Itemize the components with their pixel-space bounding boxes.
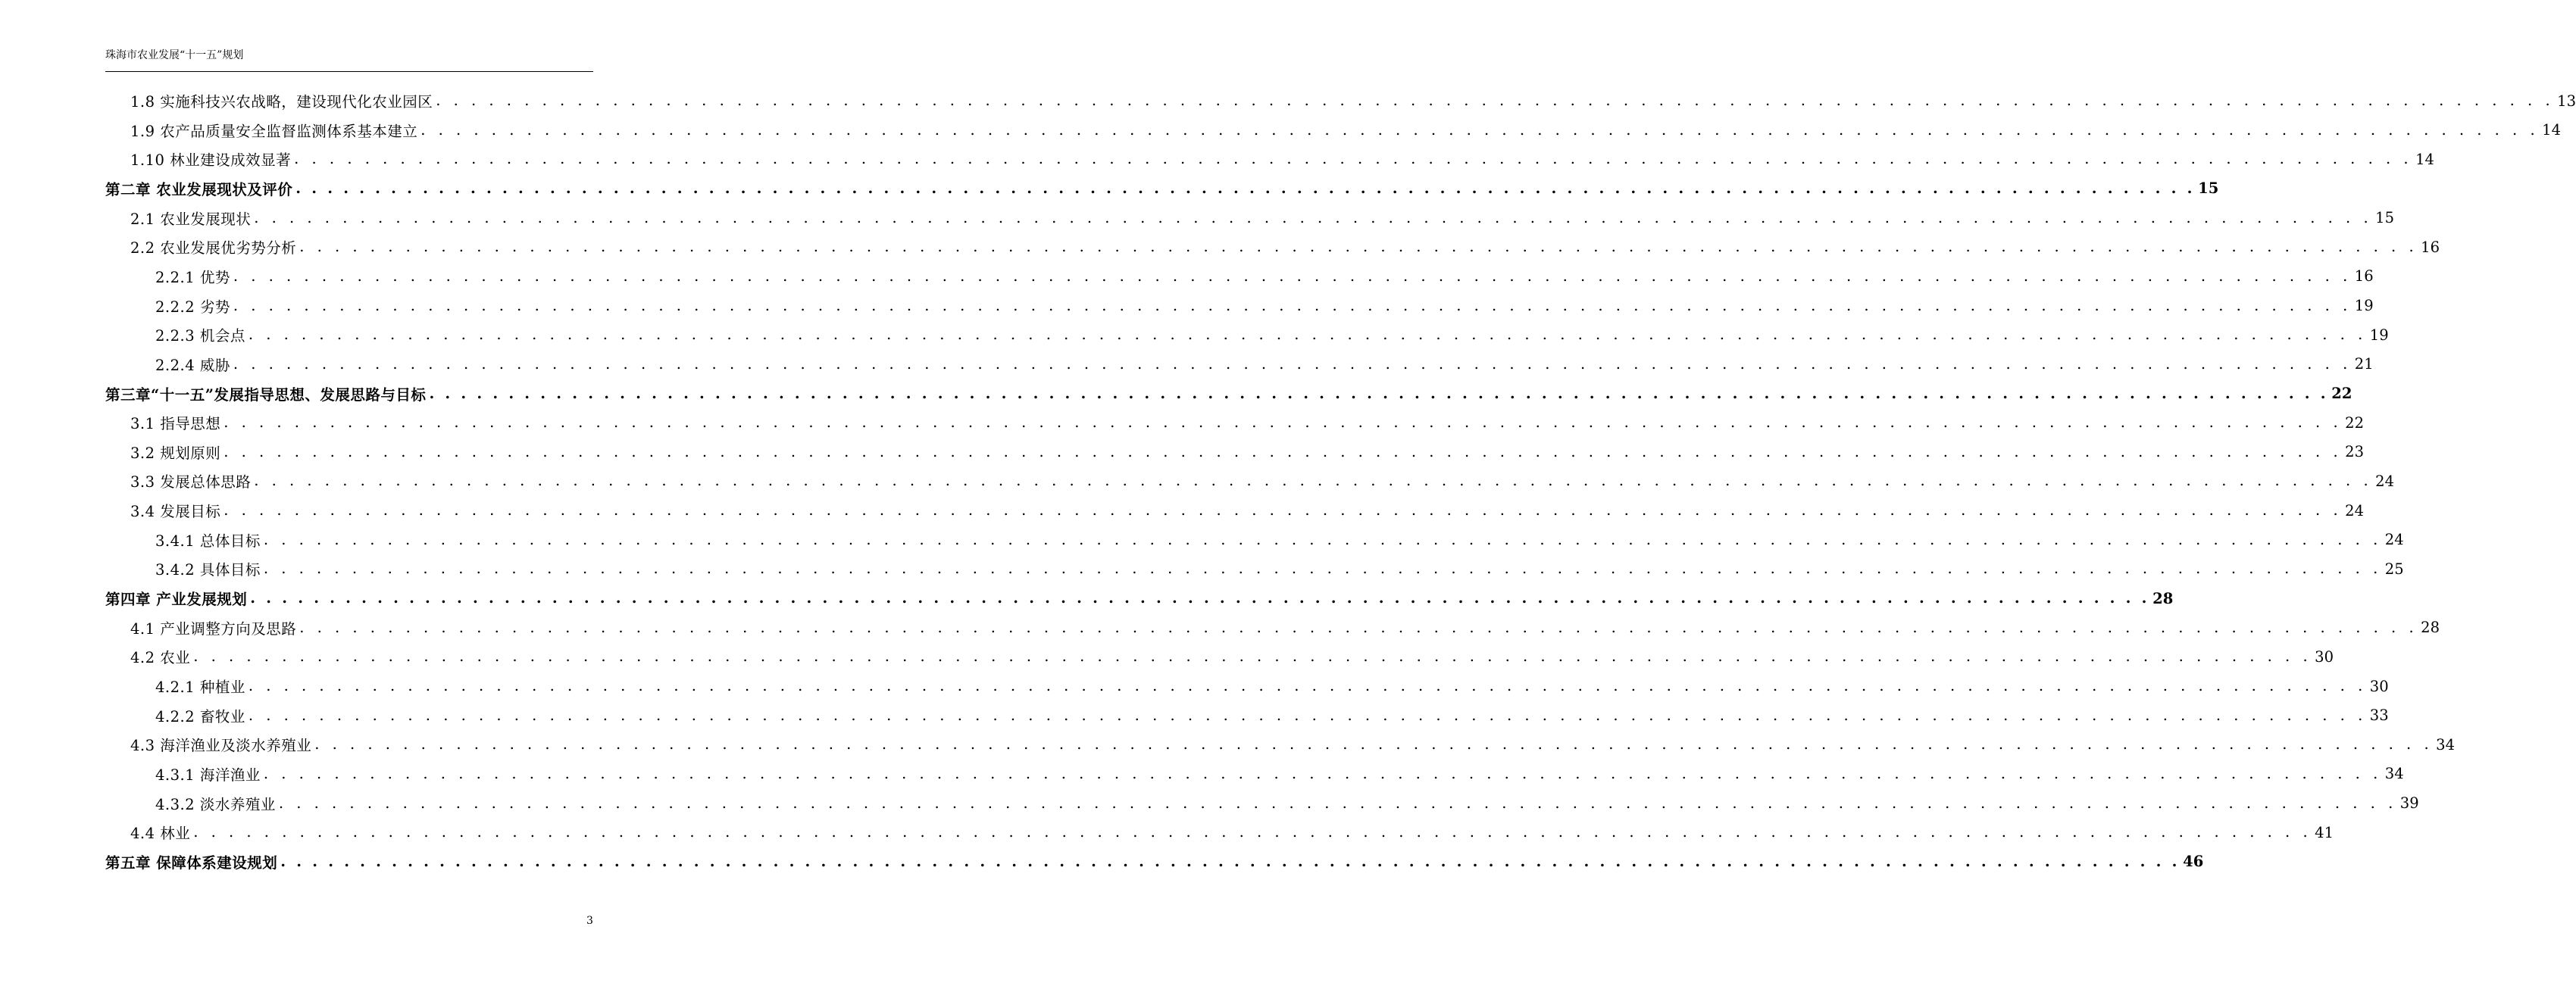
toc-leader-dots: . . . . . . . . . . . . . . . . . . . . . . . . . . . . . . . . . . . . . . . . . . . . . . . . . . . . . . . . . . . . . . . . . . . . . . . . . . . . . . . . . . . . . . . . . . . . . . . . . . . . . . . . . . . . . . . . . . . . . . . . bbox=[224, 442, 2343, 460]
toc-entry-label: 第三章“十一五”发展指导思想、发展思路与目标 bbox=[105, 385, 427, 404]
toc-entry-label: 第二章 农业发展现状及评价 bbox=[105, 180, 293, 198]
toc-entry-page: 14 bbox=[2415, 150, 2434, 168]
toc-entry-label: 1.8 实施科技兴农战略，建设现代化农业园区 bbox=[130, 93, 433, 111]
toc-leader-dots: . . . . . . . . . . . . . . . . . . . . . . . . . . . . . . . . . . . . . . . . . . . . . . . . . . . . . . . . . . . . . . . . . . . . . . . . . . . . . . . . . . . . . . . . . . . . . . . . . . . . . . . . . . . . . . . . . . . . . . . . bbox=[233, 296, 2352, 314]
toc-entry-label: 3.4.2 具体目标 bbox=[155, 561, 261, 579]
toc-leader-dots: . . . . . . . . . . . . . . . . . . . . . . . . . . . . . . . . . . . . . . . . . . . . . . . . . . . . . . . . . . . . . . . . . . . . . . . . . . . . . . . . . . . . . . . . . . . . . . . . . . . . . . . . . . . . . . . . . . . . . . . . bbox=[314, 735, 2434, 754]
page-number: 3 bbox=[586, 915, 593, 927]
toc-entry-label: 4.2 农业 bbox=[130, 649, 191, 667]
toc-leader-dots: . . . . . . . . . . . . . . . . . . . . . . . . . . . . . . . . . . . . . . . . . . . . . . . . . . . . . . . . . . . . . . . . . . . . . . . . . . . . . . . . . . . . . . . . . . . . . . . . . . . . . . . . . . . . . . . . . . . . . . . . bbox=[224, 501, 2343, 520]
toc-entry-page: 30 bbox=[2369, 677, 2389, 695]
toc-chapter-entry[interactable] bbox=[105, 847, 2204, 876]
toc-entry[interactable] bbox=[155, 701, 2389, 730]
toc-entry[interactable] bbox=[130, 642, 2334, 671]
toc-entry-label: 4.1 产业调整方向及思路 bbox=[130, 619, 297, 638]
toc-leader-dots: . . . . . . . . . . . . . . . . . . . . . . . . . . . . . . . . . . . . . . . . . . . . . . . . . . . . . . . . . . . . . . . . . . . . . . . . . . . . . . . . . . . . . . . . . . . . . . . . . . . . . . . . . . . . . . . . . . . . . . . . bbox=[263, 530, 2382, 548]
toc-entry-page: 21 bbox=[2354, 355, 2374, 373]
toc-entry-label: 4.3 海洋渔业及淡水养殖业 bbox=[130, 737, 312, 755]
toc-leader-dots: . . . . . . . . . . . . . . . . . . . . . . . . . . . . . . . . . . . . . . . . . . . . . . . . . . . . . . . . . . . . . . . . . . . . . . . . . . . . . . . . . . . . . . . . . . . . . . . . . . . . . . . . . . . . . . . . . . . . . . . . bbox=[280, 852, 2181, 870]
toc-entry[interactable] bbox=[130, 438, 2364, 466]
toc-entry-page: 28 bbox=[2152, 589, 2174, 607]
toc-entry[interactable] bbox=[130, 613, 2440, 642]
toc-leader-dots: . . . . . . . . . . . . . . . . . . . . . . . . . . . . . . . . . . . . . . . . . . . . . . . . . . . . . . . . . . . . . . . . . . . . . . . . . . . . . . . . . . . . . . . . . . . . . . . . . . . . . . . . . . . . . . . . . . . . . . . . bbox=[429, 384, 2329, 402]
toc-chapter-entry[interactable] bbox=[105, 174, 2219, 203]
toc-entry[interactable] bbox=[155, 320, 2389, 349]
toc-entry-page: 16 bbox=[2421, 238, 2440, 256]
toc-leader-dots: . . . . . . . . . . . . . . . . . . . . . . . . . . . . . . . . . . . . . . . . . . . . . . . . . . . . . . . . . . . . . . . . . . . . . . . . . . . . . . . . . . . . . . . . . . . . . . . . . . . . . . . . . . . . . . . . . . . . . . . . bbox=[295, 179, 2196, 197]
toc-entry[interactable] bbox=[130, 408, 2364, 437]
toc-entry-label: 2.2 农业发展优劣势分析 bbox=[130, 239, 297, 257]
toc-entry[interactable] bbox=[130, 204, 2394, 232]
toc-entry-label: 2.2.2 劣势 bbox=[155, 298, 230, 316]
toc-entry-page: 33 bbox=[2369, 707, 2389, 725]
toc-entry[interactable] bbox=[155, 760, 2404, 788]
toc-entry[interactable] bbox=[130, 86, 2576, 115]
toc-leader-dots: . . . . . . . . . . . . . . . . . . . . . . . . . . . . . . . . . . . . . . . . . . . . . . . . . . . . . . . . . . . . . . . . . . . . . . . . . . . . . . . . . . . . . . . . . . . . . . . . . . . . . . . . . . . . . . . . . . . . . . . . bbox=[436, 92, 2555, 109]
toc-entry-label: 3.2 规划原则 bbox=[130, 444, 221, 462]
toc-entry-label: 4.3.1 海洋渔业 bbox=[155, 766, 261, 784]
toc-leader-dots: . . . . . . . . . . . . . . . . . . . . . . . . . . . . . . . . . . . . . . . . . . . . . . . . . . . . . . . . . . . . . . . . . . . . . . . . . . . . . . . . . . . . . . . . . . . . . . . . . . . . . . . . . . . . . . . . . . . . . . . . bbox=[254, 208, 2373, 226]
toc-entry[interactable] bbox=[155, 526, 2404, 554]
toc-leader-dots: . . . . . . . . . . . . . . . . . . . . . . . . . . . . . . . . . . . . . . . . . . . . . . . . . . . . . . . . . . . . . . . . . . . . . . . . . . . . . . . . . . . . . . . . . . . . . . . . . . . . . . . . . . . . . . . . . . . . . . . . bbox=[420, 120, 2540, 139]
toc-leader-dots: . . . . . . . . . . . . . . . . . . . . . . . . . . . . . . . . . . . . . . . . . . . . . . . . . . . . . . . . . . . . . . . . . . . . . . . . . . . . . . . . . . . . . . . . . . . . . . . . . . . . . . . . . . . . . . . . . . . . . . . . bbox=[193, 823, 2312, 841]
toc-entry[interactable] bbox=[155, 554, 2404, 583]
toc-entry-label: 3.3 发展总体思路 bbox=[130, 473, 252, 491]
toc-entry-page: 24 bbox=[2345, 501, 2364, 520]
toc-leader-dots: . . . . . . . . . . . . . . . . . . . . . . . . . . . . . . . . . . . . . . . . . . . . . . . . . . . . . . . . . . . . . . . . . . . . . . . . . . . . . . . . . . . . . . . . . . . . . . . . . . . . . . . . . . . . . . . . . . . . . . . . bbox=[254, 472, 2373, 490]
toc-chapter-entry[interactable] bbox=[105, 379, 2352, 408]
toc-leader-dots: . . . . . . . . . . . . . . . . . . . . . . . . . . . . . . . . . . . . . . . . . . . . . . . . . . . . . . . . . . . . . . . . . . . . . . . . . . . . . . . . . . . . . . . . . . . . . . . . . . . . . . . . . . . . . . . . . . . . . . . . bbox=[233, 354, 2352, 373]
toc-entry-label: 3.4 发展目标 bbox=[130, 503, 221, 521]
toc-entry-page: 22 bbox=[2331, 385, 2352, 402]
toc-entry-page: 24 bbox=[2375, 472, 2394, 490]
toc-entry[interactable] bbox=[155, 262, 2374, 291]
toc-entry-label: 4.2.1 种植业 bbox=[155, 679, 245, 696]
toc-entry-label: 3.4.1 总体目标 bbox=[155, 532, 261, 550]
toc-entry-page: 19 bbox=[2354, 297, 2374, 315]
toc-entry-label: 1.9 农产品质量安全监督监测体系基本建立 bbox=[130, 122, 418, 140]
toc-entry-page: 39 bbox=[2399, 794, 2419, 813]
toc-leader-dots: . . . . . . . . . . . . . . . . . . . . . . . . . . . . . . . . . . . . . . . . . . . . . . . . . . . . . . . . . . . . . . . . . . . . . . . . . . . . . . . . . . . . . . . . . . . . . . . . . . . . . . . . . . . . . . . . . . . . . . . . bbox=[248, 677, 2367, 694]
toc-entry-label: 4.2.2 畜牧业 bbox=[155, 707, 245, 725]
toc-entry-label: 第五章 保障体系建设规划 bbox=[105, 853, 278, 872]
toc-entry-label: 2.2.3 机会点 bbox=[155, 327, 245, 345]
toc-entry-page: 25 bbox=[2384, 560, 2404, 578]
toc-entry[interactable] bbox=[130, 818, 2334, 847]
toc-leader-dots: . . . . . . . . . . . . . . . . . . . . . . . . . . . . . . . . . . . . . . . . . . . . . . . . . . . . . . . . . . . . . . . . . . . . . . . . . . . . . . . . . . . . . . . . . . . . . . . . . . . . . . . . . . . . . . . . . . . . . . . . bbox=[193, 647, 2312, 666]
toc-leader-dots: . . . . . . . . . . . . . . . . . . . . . . . . . . . . . . . . . . . . . . . . . . . . . . . . . . . . . . . . . . . . . . . . . . . . . . . . . . . . . . . . . . . . . . . . . . . . . . . . . . . . . . . . . . . . . . . . . . . . . . . . bbox=[224, 413, 2343, 432]
toc-leader-dots: . . . . . . . . . . . . . . . . . . . . . . . . . . . . . . . . . . . . . . . . . . . . . . . . . . . . . . . . . . . . . . . . . . . . . . . . . . . . . . . . . . . . . . . . . . . . . . . . . . . . . . . . . . . . . . . . . . . . . . . . bbox=[263, 560, 2382, 578]
toc-entry-page: 15 bbox=[2375, 209, 2394, 227]
toc-entry-page: 34 bbox=[2384, 765, 2404, 783]
toc-leader-dots: . . . . . . . . . . . . . . . . . . . . . . . . . . . . . . . . . . . . . . . . . . . . . . . . . . . . . . . . . . . . . . . . . . . . . . . . . . . . . . . . . . . . . . . . . . . . . . . . . . . . . . . . . . . . . . . . . . . . . . . . bbox=[263, 764, 2382, 782]
toc-entry-label: 3.1 指导思想 bbox=[130, 415, 221, 433]
toc-entry-page: 41 bbox=[2315, 823, 2334, 841]
toc-entry[interactable] bbox=[130, 466, 2394, 495]
toc-entry-page: 23 bbox=[2345, 443, 2364, 461]
toc-entry-page: 28 bbox=[2421, 619, 2440, 637]
toc-entry-page: 34 bbox=[2436, 735, 2455, 754]
toc-entry-page: 14 bbox=[2542, 121, 2561, 139]
toc-entry[interactable] bbox=[130, 145, 2434, 173]
toc-entry[interactable] bbox=[130, 116, 2561, 145]
toc-entry-page: 24 bbox=[2384, 531, 2404, 549]
toc-leader-dots: . . . . . . . . . . . . . . . . . . . . . . . . . . . . . . . . . . . . . . . . . . . . . . . . . . . . . . . . . . . . . . . . . . . . . . . . . . . . . . . . . . . . . . . . . . . . . . . . . . . . . . . . . . . . . . . . . . . . . . . . bbox=[233, 267, 2352, 285]
toc-leader-dots: . . . . . . . . . . . . . . . . . . . . . . . . . . . . . . . . . . . . . . . . . . . . . . . . . . . . . . . . . . . . . . . . . . . . . . . . . . . . . . . . . . . . . . . . . . . . . . . . . . . . . . . . . . . . . . . . . . . . . . . . bbox=[278, 794, 2397, 812]
toc-entry-label: 2.2.4 威胁 bbox=[155, 356, 230, 374]
toc-entry-page: 22 bbox=[2345, 413, 2364, 432]
toc-entry-label: 1.10 林业建设成效显著 bbox=[130, 151, 292, 170]
toc-entry-page: 15 bbox=[2198, 179, 2219, 198]
toc-entry-page: 46 bbox=[2183, 853, 2204, 871]
toc-leader-dots: . . . . . . . . . . . . . . . . . . . . . . . . . . . . . . . . . . . . . . . . . . . . . . . . . . . . . . . . . . . . . . . . . . . . . . . . . . . . . . . . . . . . . . . . . . . . . . . . . . . . . . . . . . . . . . . . . . . . . . . . bbox=[299, 618, 2418, 636]
toc-entry-page: 19 bbox=[2369, 326, 2389, 344]
toc-entry[interactable] bbox=[130, 496, 2364, 525]
toc-entry-page: 13 bbox=[2557, 92, 2576, 110]
toc-entry[interactable] bbox=[130, 730, 2455, 759]
toc-chapter-entry[interactable] bbox=[105, 584, 2174, 613]
header-rule bbox=[105, 71, 593, 72]
toc-entry[interactable] bbox=[155, 672, 2389, 700]
toc-entry-page: 30 bbox=[2315, 647, 2334, 666]
toc-entry[interactable] bbox=[130, 232, 2440, 261]
toc-leader-dots: . . . . . . . . . . . . . . . . . . . . . . . . . . . . . . . . . . . . . . . . . . . . . . . . . . . . . . . . . . . . . . . . . . . . . . . . . . . . . . . . . . . . . . . . . . . . . . . . . . . . . . . . . . . . . . . . . . . . . . . . bbox=[248, 326, 2367, 344]
toc-entry-label: 2.2.1 优势 bbox=[155, 268, 230, 286]
toc-entry[interactable] bbox=[155, 350, 2374, 379]
toc-entry-label: 4.4 林业 bbox=[130, 825, 191, 843]
toc-entry-label: 4.3.2 淡水养殖业 bbox=[155, 795, 276, 813]
toc-entry[interactable] bbox=[155, 292, 2374, 320]
toc-entry-label: 2.1 农业发展现状 bbox=[130, 210, 252, 228]
toc-entry-page: 16 bbox=[2354, 267, 2374, 286]
toc-leader-dots: . . . . . . . . . . . . . . . . . . . . . . . . . . . . . . . . . . . . . . . . . . . . . . . . . . . . . . . . . . . . . . . . . . . . . . . . . . . . . . . . . . . . . . . . . . . . . . . . . . . . . . . . . . . . . . . . . . . . . . . . bbox=[248, 706, 2367, 724]
toc-leader-dots: . . . . . . . . . . . . . . . . . . . . . . . . . . . . . . . . . . . . . . . . . . . . . . . . . . . . . . . . . . . . . . . . . . . . . . . . . . . . . . . . . . . . . . . . . . . . . . . . . . . . . . . . . . . . . . . . . . . . . . . . bbox=[250, 589, 2150, 607]
running-header: 珠海市农业发展“十一五”规划 bbox=[105, 49, 244, 61]
toc-entry[interactable] bbox=[155, 789, 2419, 818]
toc-entry-label: 第四章 产业发展规划 bbox=[105, 591, 248, 609]
toc-leader-dots: . . . . . . . . . . . . . . . . . . . . . . . . . . . . . . . . . . . . . . . . . . . . . . . . . . . . . . . . . . . . . . . . . . . . . . . . . . . . . . . . . . . . . . . . . . . . . . . . . . . . . . . . . . . . . . . . . . . . . . . . bbox=[299, 238, 2418, 256]
toc-leader-dots: . . . . . . . . . . . . . . . . . . . . . . . . . . . . . . . . . . . . . . . . . . . . . . . . . . . . . . . . . . . . . . . . . . . . . . . . . . . . . . . . . . . . . . . . . . . . . . . . . . . . . . . . . . . . . . . . . . . . . . . . bbox=[294, 150, 2413, 168]
